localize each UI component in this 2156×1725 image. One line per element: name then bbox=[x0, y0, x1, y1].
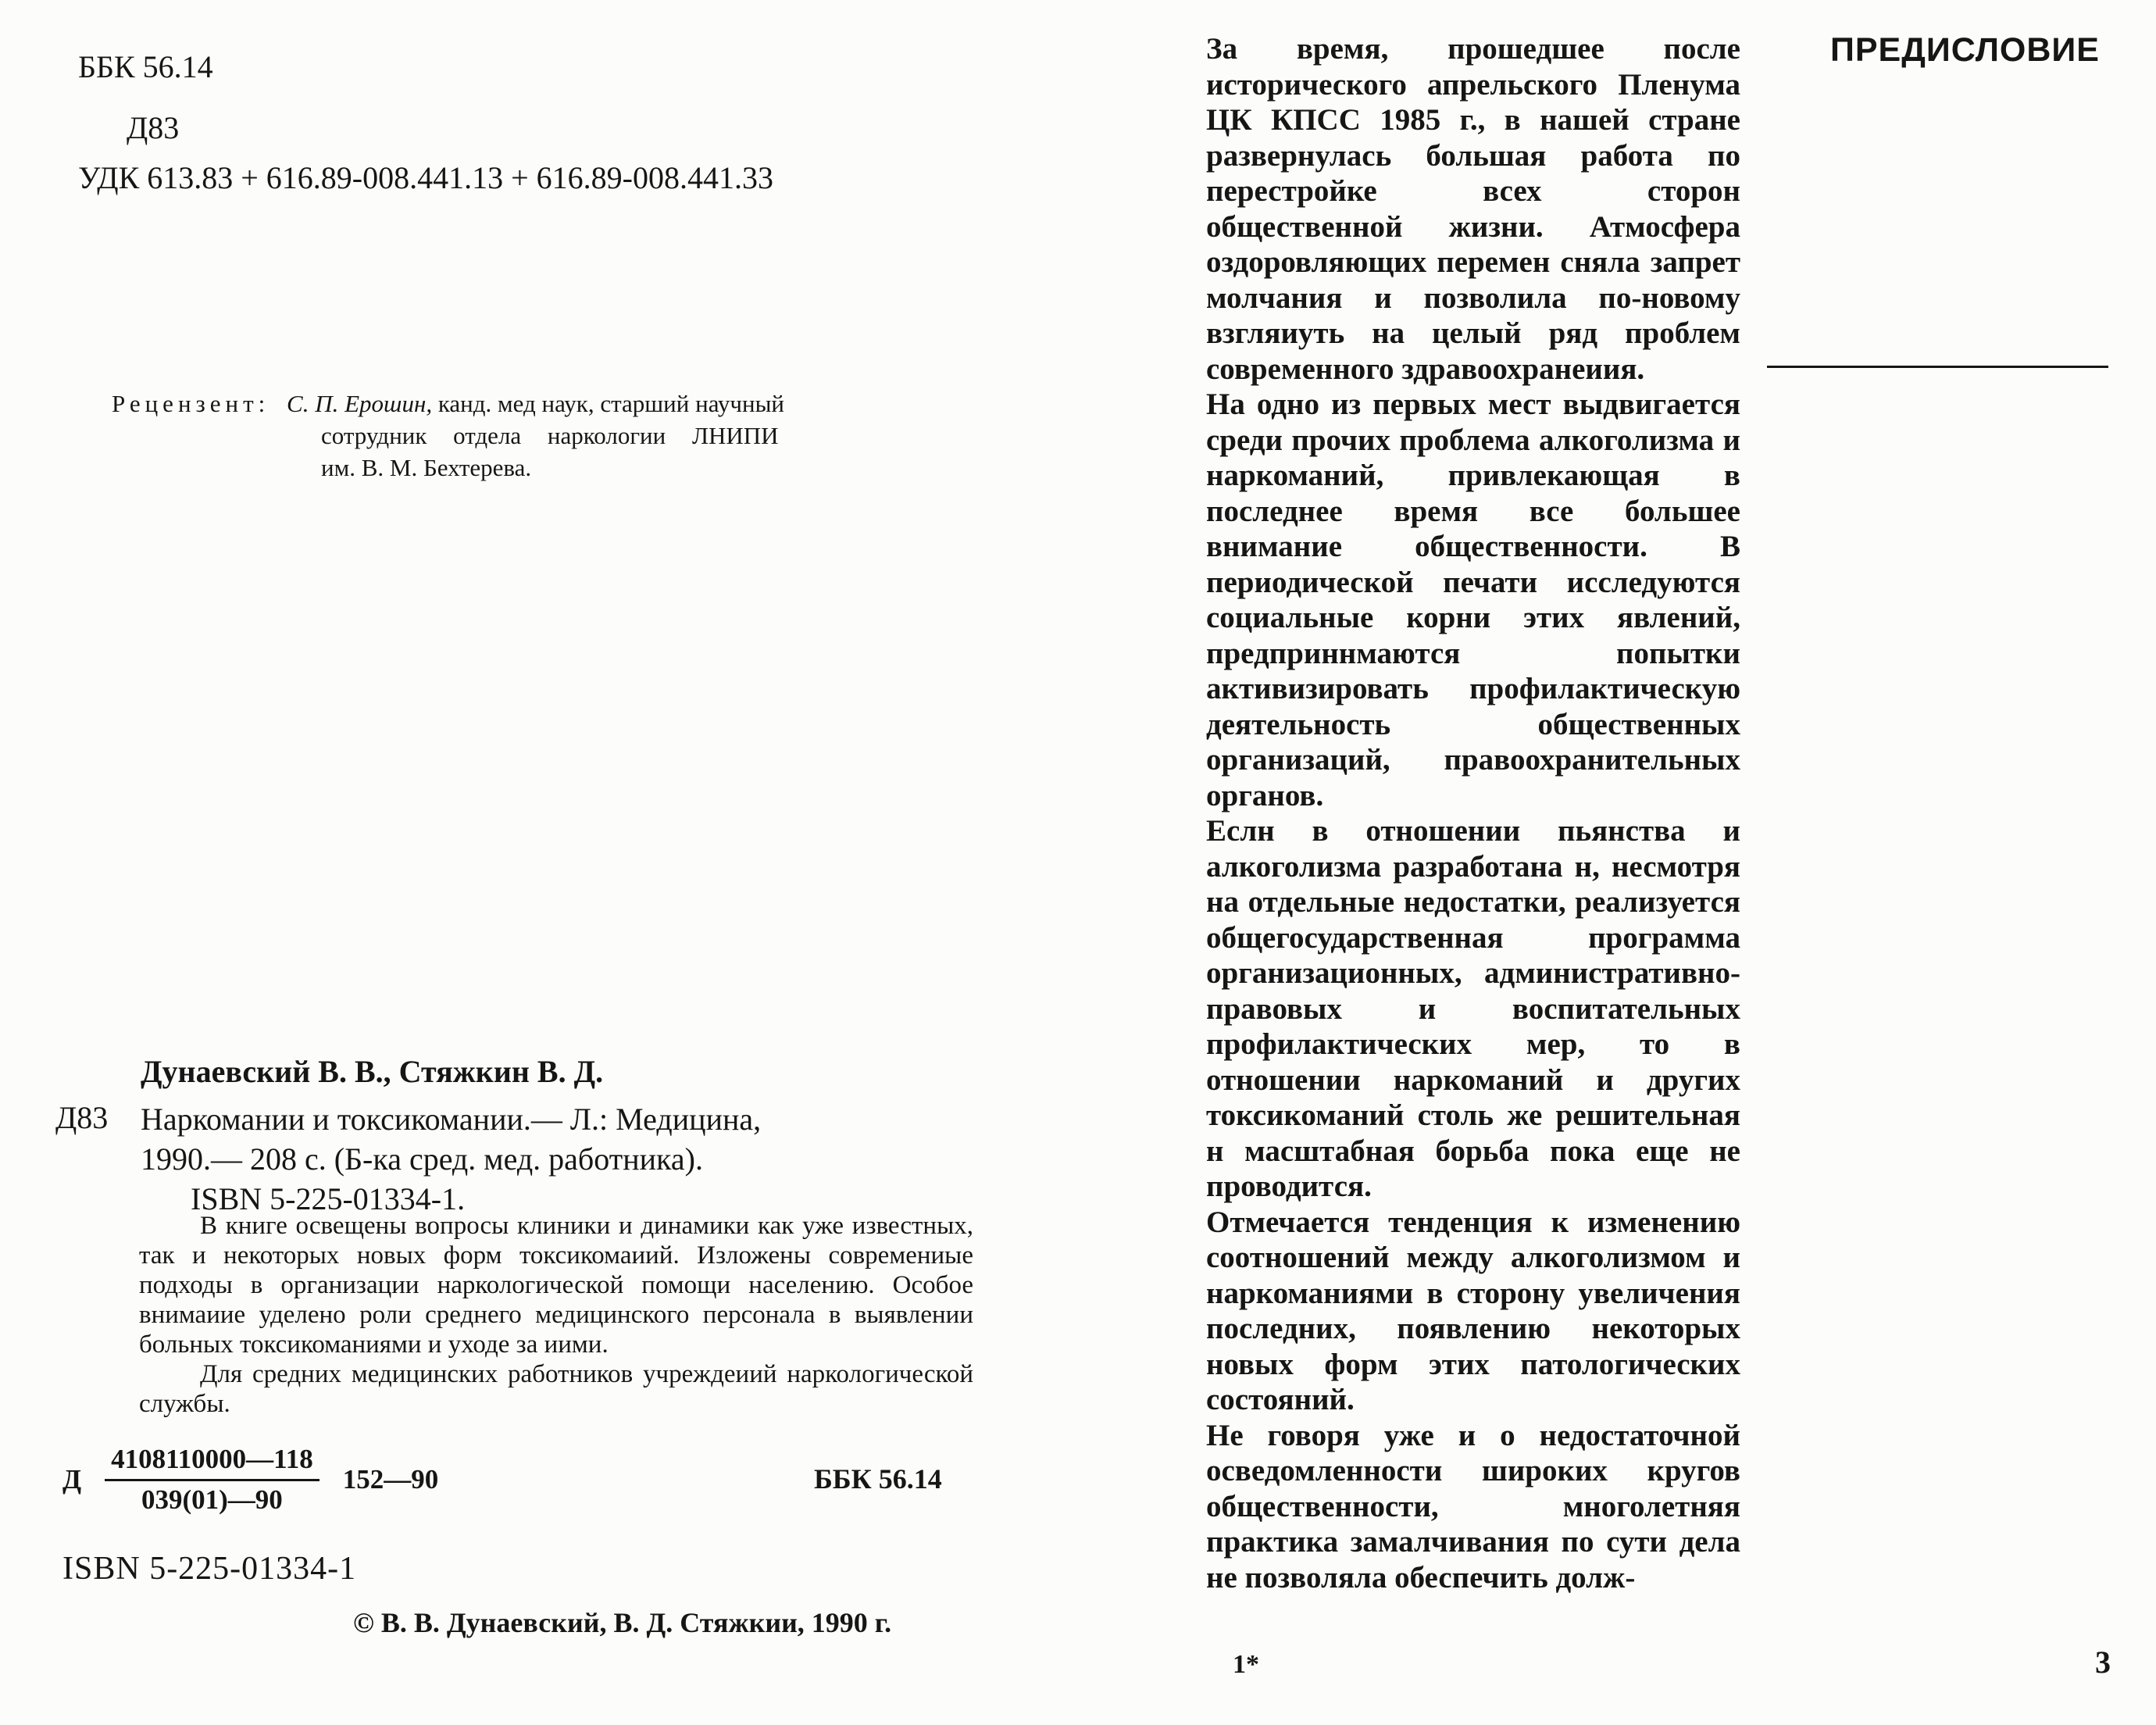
reviewer-name: С. П. Ерошин, bbox=[287, 390, 433, 417]
annotation-paragraph: В книге освещены вопросы клиники и динамики как уже известных, так и некоторых новых форм токсикомаиий. Изложены современиые подходы в организации наркологической помощи населению. Особое внимаиие уделено роли среднего медицинского персонала в выявлении больных токсикоманиями и уходе за иими. bbox=[139, 1212, 973, 1359]
preface-heading: ПРЕДИСЛОВИЕ bbox=[1829, 31, 2100, 69]
bbk-code-bottom: ББК 56.14 bbox=[814, 1463, 942, 1495]
preface-paragraph: На одно из первых мест выдвигается среди прочих проблема алкоголизма и наркоманий, привлекающая в последнее время все большее внимание общественности. В периодической печати исследуются социальные корни этих явлений, предприннмаются попытки активизировать профилактическую деятельность общественных организаций, правоохранительных органов. bbox=[1206, 388, 1740, 812]
page-number: 3 bbox=[2095, 1645, 2111, 1680]
preface-paragraph: Еслн в отношении пьянства и алкоголизма разработана н, несмотря на отдельные недостатки, реализуется общегосударственная программа организационных, административно-правовых и воспитательных профилактических мер, то в отношении наркоманий и других токсикоманий столь же решительная н масштабная борьба пока еще не проводится. bbox=[1206, 814, 1740, 1203]
udk-code: УДК 613.83 + 616.89-008.441.13 + 616.89-008.441.33 bbox=[78, 160, 773, 195]
catalog-code: Д83 bbox=[55, 1100, 109, 1135]
preface-paragraph: Отмечается тенденция к изменению соотношений между алкоголизмом и наркоманиями в сторону увеличения последних, появлению некоторых новых форм этих патологических состояний. bbox=[1206, 1205, 1740, 1416]
author-sign-code: Д83 bbox=[127, 110, 180, 145]
isbn-number: ISBN 5-225-01334-1 bbox=[62, 1551, 357, 1587]
authors-heading: Дунаевский В. В., Стяжкин В. Д. bbox=[141, 1054, 604, 1089]
preface-text-column bbox=[1206, 31, 1740, 1595]
preface-paragraph: За время, прошедшее после исторического апрельского Пленума ЦК КПСС 1985 г., в нашей стране развернулась большая работа по перестройке всех сторон общественной жизни. Атмосфера оздоровляющих перемен сняла запрет молчания и позволила по-новому взгляиуть на целый ряд проблем современного здравоохранеиия. bbox=[1206, 32, 1740, 386]
heading-rule bbox=[1767, 366, 2108, 368]
preface-paragraph: Не говоря уже и о недостаточной осведомленности широких кругов общественности, многолетняя практика замалчивания по сути дела не позволяла обеспечить долж- bbox=[1206, 1418, 1740, 1595]
catalog-denominator: 039(01)—90 bbox=[141, 1484, 283, 1515]
bib-imprint-line: 1990.— 208 с. (Б-ка сред. мед. работника). bbox=[141, 1141, 703, 1177]
bib-isbn: ISBN 5-225-01334-1. bbox=[191, 1181, 466, 1216]
catalog-numerator: 4108110000—118 bbox=[105, 1444, 319, 1481]
bbk-code-top: ББК 56.14 bbox=[78, 49, 213, 84]
reviewer-line-3: им. В. М. Бехтерева. bbox=[321, 454, 532, 481]
bib-title-line: Наркомании и токсикомании.— Л.: Медицина, bbox=[141, 1102, 762, 1137]
reviewer-line-2: сотрудник отдела наркологии ЛНИПИ bbox=[321, 422, 779, 449]
annotation-audience: Для средних медицинских работников учреждеиий наркологической службы. bbox=[139, 1360, 973, 1418]
signature-mark: 1* bbox=[1233, 1650, 1259, 1679]
catalog-suffix: 152—90 bbox=[342, 1464, 439, 1495]
catalog-letter: Д bbox=[62, 1464, 82, 1495]
copyright-line: © В. В. Дунаевский, В. Д. Стяжкии, 1990 г. bbox=[353, 1607, 892, 1638]
reviewer-label: Рецензент: bbox=[112, 390, 270, 417]
reviewer-degree: канд. мед наук, старший научный bbox=[437, 390, 784, 417]
